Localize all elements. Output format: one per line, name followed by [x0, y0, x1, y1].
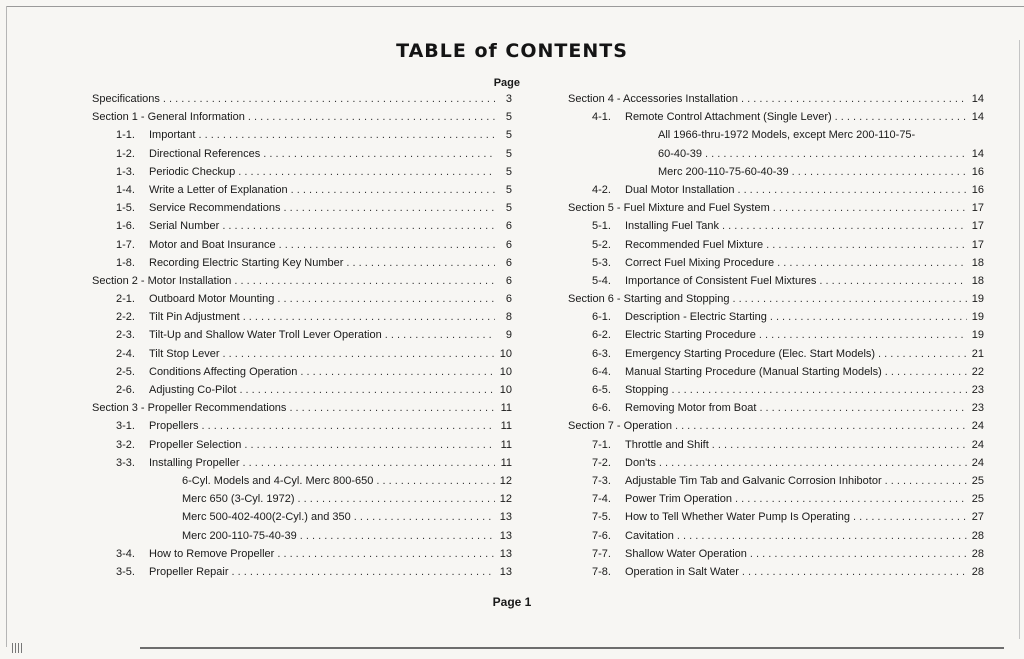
toc-entry-page: 13: [499, 565, 512, 578]
toc-entry-number: 3-4.: [116, 547, 135, 560]
toc-entry: [92, 199, 512, 217]
toc-entry-page: 17: [971, 202, 984, 215]
toc-entry-title: Merc 500-402-400(2-Cyl.) and 350: [182, 511, 351, 524]
toc-entry-title: Tilt-Up and Shallow Water Troll Lever Operation: [149, 329, 382, 342]
toc-entry-title: Merc 650 (3-Cyl. 1972): [182, 493, 295, 506]
toc-entry-number: 7-4.: [592, 493, 611, 506]
toc-entry-page: 16: [971, 165, 984, 178]
toc-entry: [568, 472, 984, 490]
toc-entry-page: 24: [971, 456, 984, 469]
toc-entry-number: 7-8.: [592, 565, 611, 578]
toc-entry-page: 16: [971, 183, 984, 196]
toc-entry-page: 24: [971, 438, 984, 451]
toc-entry-page: 25: [971, 474, 984, 487]
toc-entry-number: 7-6.: [592, 529, 611, 542]
toc-entry-page: 22: [971, 365, 984, 378]
toc-entry: [568, 490, 984, 508]
page-column-header: Page: [493, 77, 520, 89]
toc-entry-page: 17: [971, 220, 984, 233]
toc-entry-page: 19: [971, 293, 984, 306]
toc-entry: [92, 472, 512, 490]
toc-entry: [568, 108, 984, 126]
toc-entry-page: 6: [505, 220, 512, 233]
toc-entry-title: Section 5 - Fuel Mixture and Fuel System: [568, 202, 770, 215]
toc-entry-title: Section 6 - Starting and Stopping: [568, 293, 730, 306]
toc-section-entry: [92, 108, 512, 126]
toc-entry-number: 3-1.: [116, 420, 135, 433]
scan-edge-left: [6, 6, 7, 647]
toc-entry-page: 6: [505, 238, 512, 251]
dot-leader: [712, 436, 967, 454]
toc-entry-number: 3-5.: [116, 565, 135, 578]
toc-entry-page: 11: [500, 420, 512, 433]
toc-entry-page: 5: [505, 183, 512, 196]
toc-entry-number: 7-5.: [592, 511, 611, 524]
dot-leader: [722, 217, 967, 235]
toc-entry-title: Section 1 - General Information: [92, 111, 245, 124]
toc-entry: [568, 563, 984, 581]
toc-entry-title: Cavitation: [625, 529, 674, 542]
toc-entry: [92, 436, 512, 454]
toc-entry-page: 28: [971, 565, 984, 578]
dot-leader: [346, 254, 495, 272]
dot-leader: [878, 345, 967, 363]
toc-entry: [92, 290, 512, 308]
toc-entry-page: 18: [971, 256, 984, 269]
toc-entry-title: Important: [149, 129, 196, 142]
dot-leader: [750, 545, 967, 563]
toc-entry-page: 5: [505, 129, 512, 142]
dot-leader: [243, 308, 495, 326]
toc-entry-number: 2-6.: [116, 384, 135, 396]
toc-entry: [568, 126, 984, 144]
toc-entry-number: 1-3.: [116, 165, 135, 178]
scan-artifact: [12, 643, 24, 653]
toc-entry-page: 24: [971, 420, 984, 433]
scan-edge-top: [6, 6, 1024, 7]
toc-entry-page: 14: [971, 111, 984, 124]
toc-entry-page: 21: [971, 347, 984, 360]
toc-entry-title: Periodic Checkup: [149, 165, 236, 178]
toc-entry-title: 6-Cyl. Models and 4-Cyl. Merc 800-650: [182, 474, 374, 487]
toc-entry: [92, 417, 512, 435]
toc-entry-page: 11: [500, 402, 512, 415]
toc-entry: [92, 126, 512, 144]
dot-leader: [277, 545, 495, 563]
toc-entry-title: Throttle and Shift: [625, 438, 709, 451]
dot-leader: [671, 381, 967, 399]
toc-entry: [568, 454, 984, 472]
dot-leader: [376, 472, 495, 490]
scan-edge-right: [1019, 40, 1020, 639]
dot-leader: [759, 399, 967, 417]
toc-entry-page: 11: [500, 456, 512, 469]
toc-entry-number: 1-2.: [116, 147, 135, 160]
toc-entry-title: Tilt Pin Adjustment: [149, 311, 240, 324]
toc-entry-title: Propeller Repair: [149, 565, 229, 578]
toc-entry-title: Merc 200-110-75-60-40-39: [658, 165, 789, 178]
toc-entry-page: 14: [971, 147, 984, 160]
toc-entry: [568, 145, 984, 163]
toc-entry: [92, 363, 512, 381]
toc-entry: [568, 363, 984, 381]
dot-leader: [300, 527, 495, 545]
toc-entry: [92, 527, 512, 545]
toc-entry-number: 1-7.: [116, 238, 135, 251]
dot-leader: [234, 272, 495, 290]
toc-entry-number: 7-3.: [592, 474, 611, 487]
toc-entry-title: Importance of Consistent Fuel Mixtures: [625, 274, 817, 287]
toc-right-column: [568, 90, 984, 581]
toc-entry-page: 10: [499, 365, 512, 378]
toc-entry-number: 2-3.: [116, 329, 135, 342]
toc-entry: [568, 381, 984, 399]
dot-leader: [248, 108, 495, 126]
toc-entry-page: 19: [971, 311, 984, 324]
dot-leader: [239, 381, 495, 399]
dot-leader: [283, 199, 495, 217]
toc-entry-title: Merc 200-110-75-40-39: [182, 529, 297, 542]
toc-entry-page: 19: [971, 329, 984, 342]
dot-leader: [263, 145, 495, 163]
toc-entry: [92, 145, 512, 163]
toc-entry-number: 1-4.: [116, 183, 135, 196]
toc-entry: [92, 163, 512, 181]
toc-entry-title: Recording Electric Starting Key Number: [149, 256, 344, 269]
toc-entry-title: Description - Electric Starting: [625, 311, 767, 324]
dot-leader: [243, 454, 496, 472]
dot-leader: [732, 290, 967, 308]
dot-leader: [279, 236, 495, 254]
toc-entry: [92, 490, 512, 508]
toc-entry: [92, 326, 512, 344]
dot-leader: [223, 345, 495, 363]
scan-edge-bottom: [140, 647, 1004, 649]
dot-leader: [291, 181, 495, 199]
toc-entry: [92, 508, 512, 526]
toc-entry: [568, 508, 984, 526]
dot-leader: [222, 217, 495, 235]
toc-entry-title: Dual Motor Installation: [625, 183, 735, 196]
toc-section-entry: [568, 417, 984, 435]
toc-entry: [92, 181, 512, 199]
toc-entry-number: 1-6.: [116, 220, 135, 233]
toc-entry-number: 5-4.: [592, 274, 611, 287]
toc-entry-title: Write a Letter of Explanation: [149, 183, 288, 196]
toc-entry-title: Section 2 - Motor Installation: [92, 274, 232, 287]
toc-entry-page: 14: [971, 93, 984, 105]
toc-section-entry: [568, 290, 984, 308]
toc-entry-page: 6: [505, 274, 512, 287]
toc-entry: [568, 272, 984, 290]
dot-leader: [835, 108, 967, 126]
dot-leader: [677, 527, 967, 545]
toc-section-entry: [92, 272, 512, 290]
toc-entry-number: 2-4.: [116, 347, 135, 360]
toc-entry-number: 1-5.: [116, 202, 135, 215]
toc-entry-page: 28: [971, 547, 984, 560]
dot-leader: [354, 508, 495, 526]
toc-entry-title: Installing Propeller: [149, 456, 240, 469]
toc-entry-title: Recommended Fuel Mixture: [625, 238, 764, 251]
toc-entry-page: 5: [505, 147, 512, 160]
toc-entry-page: 13: [499, 547, 512, 560]
toc-entry-number: 5-2.: [592, 238, 611, 251]
toc-entry-title: Removing Motor from Boat: [625, 402, 757, 415]
toc-entry: [568, 545, 984, 563]
toc-entry-number: 2-1.: [116, 293, 135, 306]
toc-entry: [568, 308, 984, 326]
toc-section-entry: [92, 90, 512, 108]
dot-leader: [289, 399, 495, 417]
toc-entry-title: Remote Control Attachment (Single Lever): [625, 111, 832, 124]
toc-entry: [92, 381, 512, 399]
toc-entry-page: 23: [971, 402, 984, 415]
toc-section-entry: [568, 199, 984, 217]
toc-entry-number: 6-5.: [592, 384, 611, 396]
dot-leader: [238, 163, 495, 181]
toc-entry: [568, 217, 984, 235]
toc-entry-title: Directional References: [149, 147, 261, 160]
toc-entry: [568, 236, 984, 254]
toc-entry-number: 6-6.: [592, 402, 611, 415]
toc-entry-number: 1-1.: [116, 129, 135, 142]
toc-entry-title: How to Remove Propeller: [149, 547, 275, 560]
dot-leader: [202, 417, 495, 435]
toc-entry-number: 6-3.: [592, 347, 611, 360]
dot-leader: [675, 417, 967, 435]
page-title: TABLE of CONTENTS: [396, 40, 628, 62]
toc-entry-page: 6: [505, 256, 512, 269]
dot-leader: [792, 163, 967, 181]
dot-leader: [853, 508, 967, 526]
toc-entry-title: 60-40-39: [658, 147, 703, 160]
toc-entry-title: All 1966-thru-1972 Models, except Merc 200-110-75-: [658, 129, 916, 142]
toc-entry-title: Specifications: [92, 93, 160, 105]
toc-entry-title: Section 7 - Operation: [568, 420, 672, 433]
dot-leader: [741, 90, 967, 108]
toc-entry-page: 13: [499, 511, 512, 524]
toc-entry-page: 3: [505, 93, 512, 105]
toc-entry-number: 5-1.: [592, 220, 611, 233]
toc-entry-number: 3-2.: [116, 438, 135, 451]
dot-leader: [742, 563, 967, 581]
dot-leader: [298, 490, 496, 508]
toc-entry: [568, 527, 984, 545]
toc-entry-title: Correct Fuel Mixing Procedure: [625, 256, 775, 269]
dot-leader: [231, 563, 495, 581]
toc-entry-number: 4-1.: [592, 111, 611, 124]
page-number-footer: Page 1: [492, 595, 532, 609]
toc-entry: [92, 254, 512, 272]
dot-leader: [766, 236, 967, 254]
toc-entry-number: 7-7.: [592, 547, 611, 560]
toc-entry: [92, 345, 512, 363]
toc-entry-number: 6-1.: [592, 311, 611, 324]
toc-entry: [568, 181, 984, 199]
toc-entry-title: Outboard Motor Mounting: [149, 293, 275, 306]
toc-entry-number: 6-4.: [592, 365, 611, 378]
toc-entry-page: 8: [505, 311, 512, 324]
dot-leader: [300, 363, 495, 381]
toc-entry-page: 27: [971, 511, 984, 524]
dot-leader: [198, 126, 495, 144]
dot-leader: [770, 308, 967, 326]
toc-entry-page: 9: [505, 329, 512, 342]
toc-entry-title: Tilt Stop Lever: [149, 347, 220, 360]
toc-entry-number: 3-3.: [116, 456, 135, 469]
toc-entry-title: Serial Number: [149, 220, 220, 233]
toc-entry-title: Installing Fuel Tank: [625, 220, 719, 233]
toc-entry-page: 6: [505, 293, 512, 306]
toc-entry-number: 5-3.: [592, 256, 611, 269]
toc-entry-title: Electric Starting Procedure: [625, 329, 756, 342]
dot-leader: [885, 363, 967, 381]
toc-entry-title: Propellers: [149, 420, 199, 433]
toc-entry-title: Propeller Selection: [149, 438, 242, 451]
dot-leader: [244, 436, 495, 454]
toc-entry-page: 25: [971, 493, 984, 506]
toc-entry-number: 2-2.: [116, 311, 135, 324]
toc-entry: [92, 308, 512, 326]
toc-entry: [568, 326, 984, 344]
toc-entry-title: Don'ts: [625, 456, 656, 469]
dot-leader: [819, 272, 967, 290]
toc-entry-page: 28: [971, 529, 984, 542]
dot-leader: [777, 254, 967, 272]
toc-entry-page: 5: [505, 202, 512, 215]
dot-leader: [773, 199, 967, 217]
toc-entry: [92, 545, 512, 563]
toc-entry-number: 7-1.: [592, 438, 611, 451]
toc-entry-page: 13: [499, 529, 512, 542]
toc-section-entry: [92, 399, 512, 417]
toc-entry-number: 1-8.: [116, 256, 135, 269]
dot-leader: [277, 290, 495, 308]
dot-leader: [163, 90, 495, 108]
dot-leader: [385, 326, 495, 344]
toc-entry: [568, 254, 984, 272]
toc-entry: [92, 563, 512, 581]
toc-entry: [92, 217, 512, 235]
toc-entry-page: 17: [971, 238, 984, 251]
toc-entry-page: 5: [505, 111, 512, 124]
toc-entry-title: Power Trim Operation: [625, 493, 732, 506]
dot-leader: [735, 490, 967, 508]
toc-entry-title: Manual Starting Procedure (Manual Starting Models): [625, 365, 882, 378]
toc-entry-page: 12: [499, 493, 512, 506]
toc-entry: [568, 345, 984, 363]
toc-entry: [92, 454, 512, 472]
toc-entry-title: Section 4 - Accessories Installation: [568, 93, 738, 105]
toc-entry-number: 2-5.: [116, 365, 135, 378]
toc-entry-page: 5: [505, 165, 512, 178]
toc-entry: [92, 236, 512, 254]
toc-entry: [568, 399, 984, 417]
toc-entry-number: 6-2.: [592, 329, 611, 342]
dot-leader: [659, 454, 967, 472]
toc-entry-page: 18: [971, 274, 984, 287]
dot-leader: [759, 326, 967, 344]
dot-leader: [705, 145, 967, 163]
dot-leader: [885, 472, 967, 490]
toc-entry-title: Emergency Starting Procedure (Elec. Start Models): [625, 347, 876, 360]
toc-entry-title: Shallow Water Operation: [625, 547, 747, 560]
toc-entry: [568, 436, 984, 454]
toc-entry-title: How to Tell Whether Water Pump Is Operating: [625, 511, 850, 524]
toc-entry-title: Adjustable Tim Tab and Galvanic Corrosion Inhibotor: [625, 474, 882, 487]
toc-entry-page: 10: [499, 384, 512, 396]
toc-entry-title: Conditions Affecting Operation: [149, 365, 298, 378]
toc-entry-number: 4-2.: [592, 183, 611, 196]
toc-entry-title: Service Recommendations: [149, 202, 281, 215]
toc-entry-page: 23: [971, 384, 984, 396]
toc-entry-title: Motor and Boat Insurance: [149, 238, 276, 251]
dot-leader: [737, 181, 967, 199]
toc-entry-page: 12: [499, 474, 512, 487]
toc-entry: [568, 163, 984, 181]
toc-entry-number: 7-2.: [592, 456, 611, 469]
toc-entry-page: 10: [499, 347, 512, 360]
toc-entry-title: Adjusting Co-Pilot: [149, 384, 237, 396]
toc-entry-page: 11: [500, 438, 512, 451]
toc-entry-title: Stopping: [625, 384, 669, 396]
toc-entry-title: Section 3 - Propeller Recommendations: [92, 402, 287, 415]
toc-entry-title: Operation in Salt Water: [625, 565, 739, 578]
toc-left-column: [92, 90, 512, 581]
toc-section-entry: [568, 90, 984, 108]
